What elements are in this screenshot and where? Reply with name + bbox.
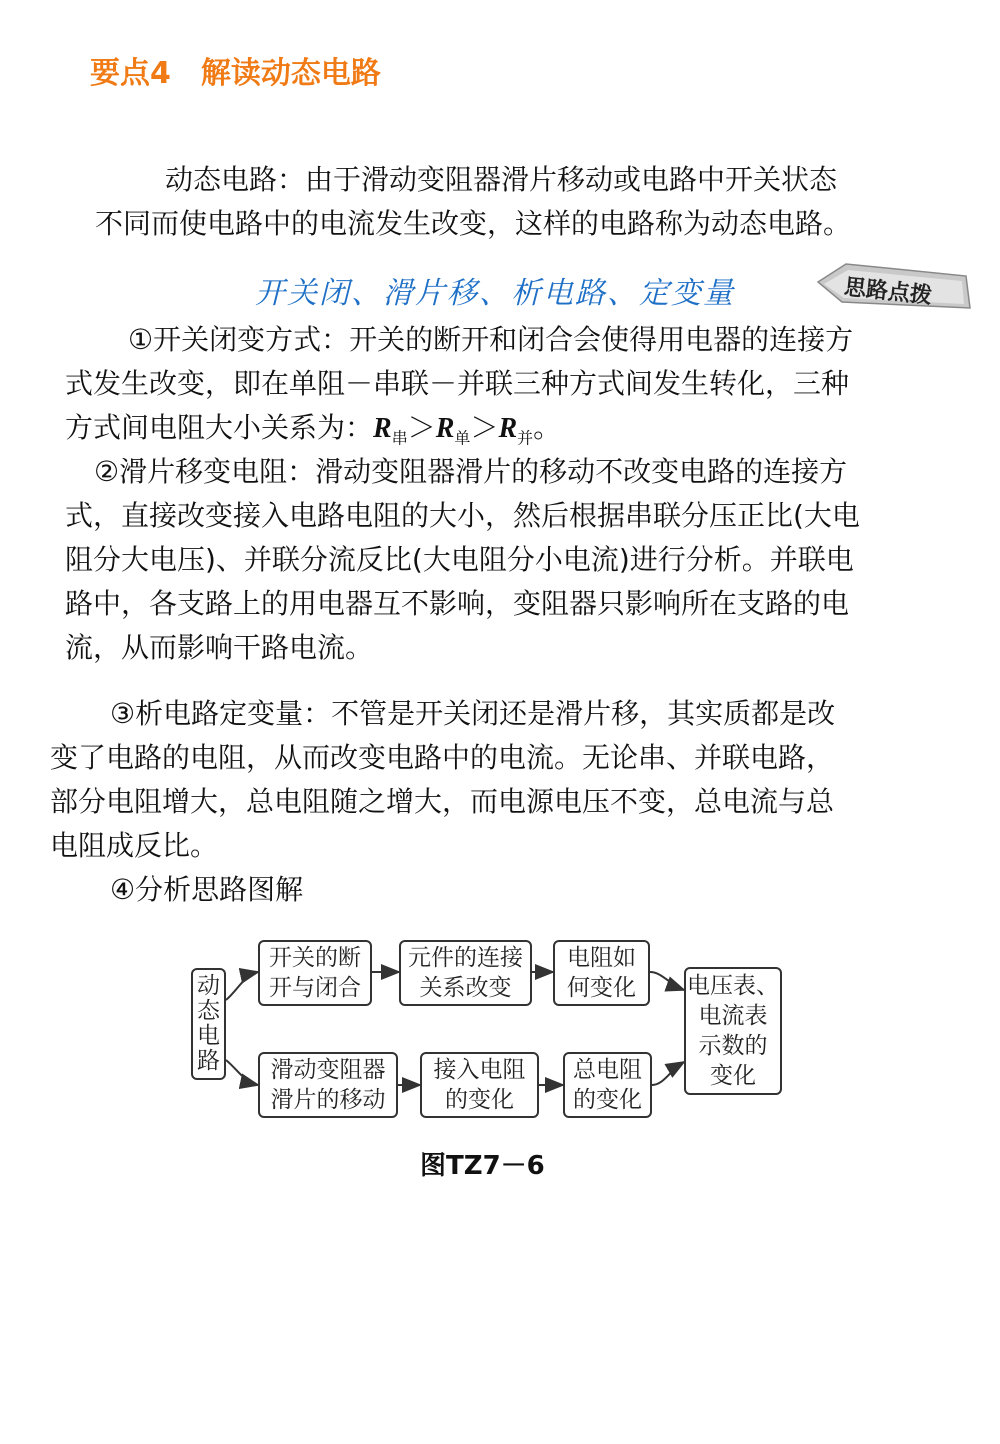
r-series: $R_串$ bbox=[373, 413, 408, 448]
point3-line-3: 部分电阻增大，总电阻随之增大，而电源电压不变，总电流与总 bbox=[50, 785, 835, 818]
flow-start-char: 电 bbox=[197, 1023, 220, 1049]
point2-line-4: 路中，各支路上的用电器互不影响，变阻器只影响所在支路的电 bbox=[65, 587, 850, 620]
point2-line-1: ②滑片移变电阻：滑动变阻器滑片的移动不改变电路的连接方 bbox=[94, 455, 848, 488]
arrow-start-to-top bbox=[226, 972, 258, 1000]
point3-line-1: ③析电路定变量：不管是开关闭还是滑片移，其实质都是改 bbox=[110, 697, 836, 730]
flow-start-char: 路 bbox=[197, 1048, 220, 1074]
point1-line-2: 式发生改变，即在单阻－串联－并联三种方式间发生转化，三种 bbox=[65, 367, 850, 400]
flow-resistance-change-box: 电阻如 何变化 bbox=[553, 940, 650, 1006]
flow-total-resistance-box: 总电阻 的变化 bbox=[563, 1052, 652, 1118]
point3-line-2: 变了电路的电阻，从而改变电路中的电流。无论串、并联电路， bbox=[50, 741, 835, 774]
point2-line-2: 式，直接改变接入电路电阻的大小，然后根据串联分压正比(大电 bbox=[65, 499, 860, 532]
figure-caption: 图TZ7－6 bbox=[420, 1151, 545, 1181]
point1-line-3: 方式间电阻大小关系为：$R_串>R_单>R_并$。 bbox=[65, 411, 562, 448]
section-subtitle: 开关闭、滑片移、析电路、定变量 bbox=[255, 276, 735, 311]
flow-start-char: 态 bbox=[197, 998, 220, 1024]
point3-line-4: 电阻成反比。 bbox=[50, 829, 219, 862]
arrow-bottom-3 bbox=[652, 1062, 684, 1085]
point2-line-3: 阻分大电压)、并联分流反比(大电阻分小电流)进行分析。并联电 bbox=[65, 543, 854, 576]
intro-line-2: 不同而使电路中的电流发生改变，这样的电路称为动态电路。 bbox=[95, 207, 852, 240]
flow-start-box bbox=[191, 968, 226, 1080]
flow-switch-box: 开关的断 开与闭合 bbox=[258, 940, 372, 1006]
flow-start-char: 动 bbox=[197, 973, 220, 999]
arrow-start-to-bottom bbox=[226, 1060, 258, 1085]
point4-heading: ④分析思路图解 bbox=[110, 873, 304, 906]
tag-label: 思路点拨 bbox=[842, 274, 934, 310]
flow-connection-box: 元件的连接 关系改变 bbox=[399, 940, 532, 1006]
section-title: 要点4 解读动态电路 bbox=[90, 56, 381, 91]
point2-line-5: 流，从而影响干路电流。 bbox=[65, 631, 374, 664]
r-single: $R_单$ bbox=[435, 413, 471, 448]
point1-line-1: ①开关闭变方式：开关的断开和闭合会使得用电器的连接方 bbox=[128, 323, 854, 356]
flow-connected-resistance-box: 接入电阻 的变化 bbox=[420, 1052, 539, 1118]
flow-meter-change-box: 电压表、 电流表 示数的 变化 bbox=[684, 967, 782, 1095]
flow-slider-box: 滑动变阻器 滑片的移动 bbox=[258, 1052, 398, 1118]
r-parallel: $R_并$ bbox=[498, 413, 534, 448]
arrow-top-3 bbox=[650, 972, 684, 990]
intro-line-1: 动态电路：由于滑动变阻器滑片移动或电路中开关状态 bbox=[165, 163, 838, 196]
